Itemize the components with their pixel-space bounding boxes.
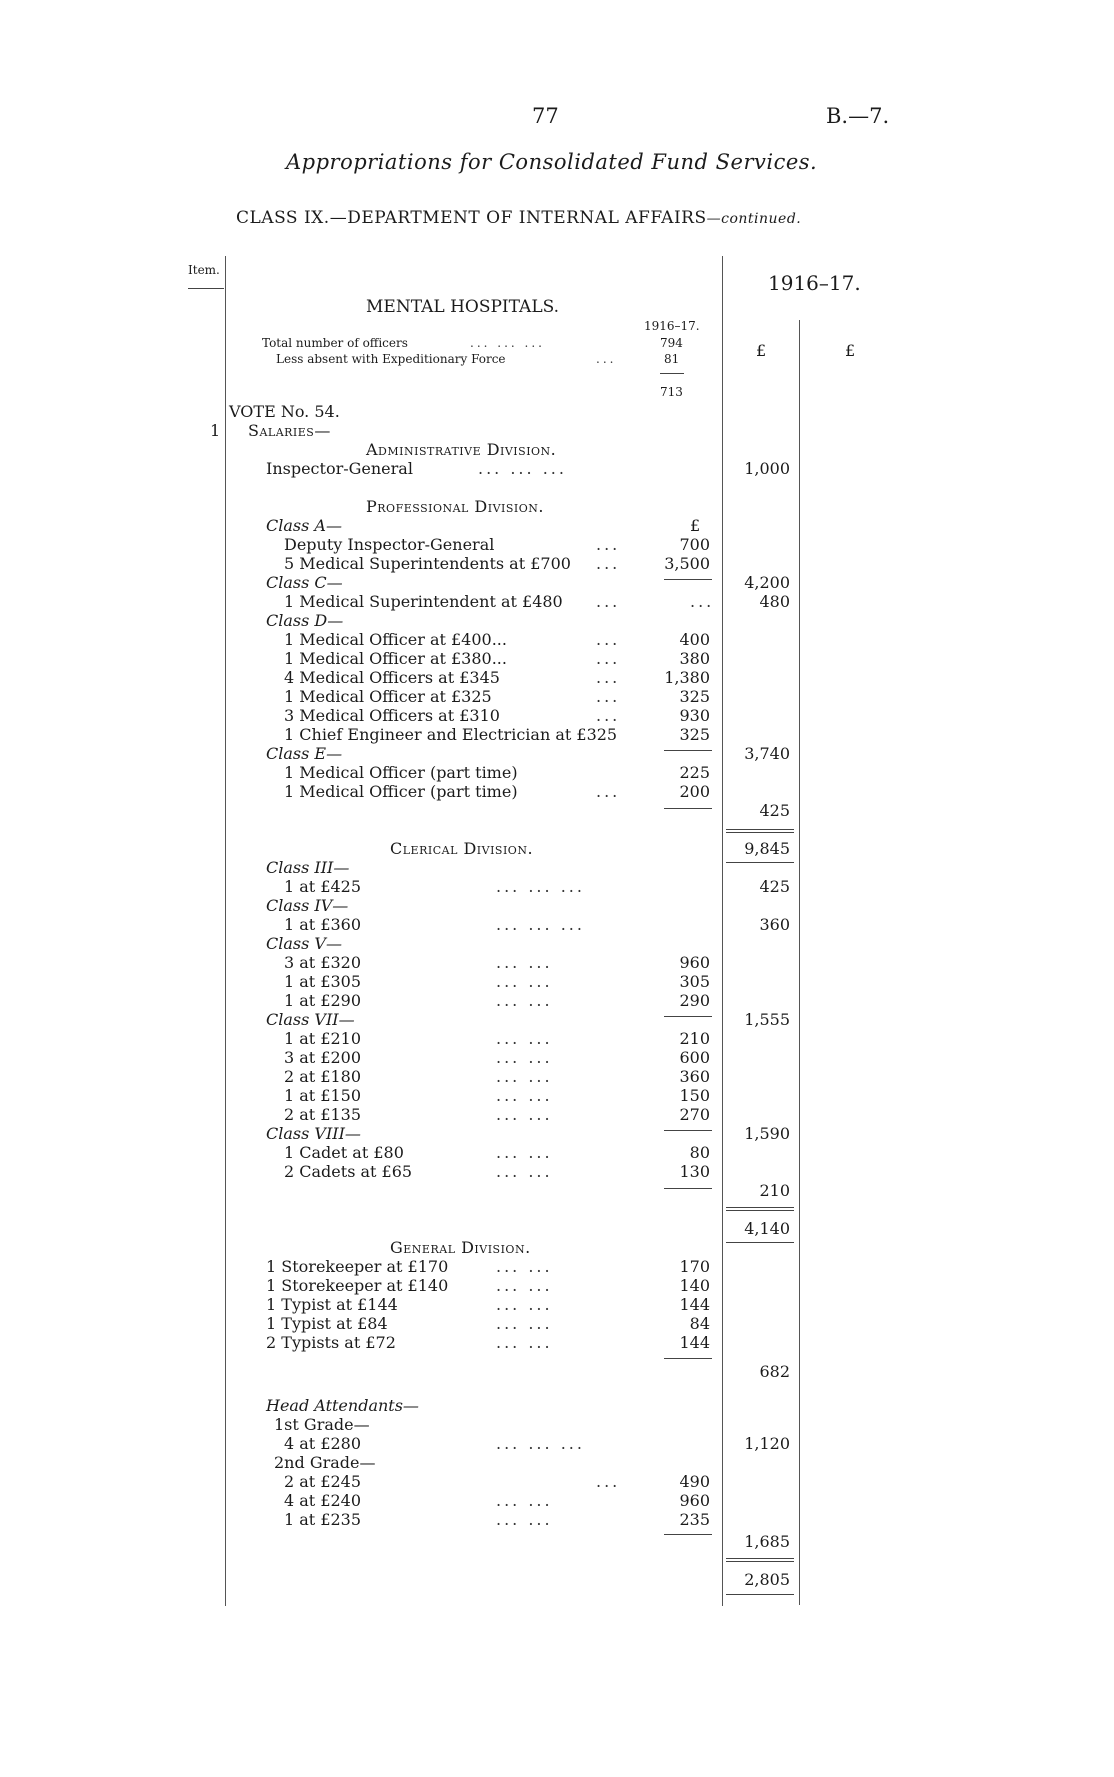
class-d-row: 1 Medical Officer at £380... <box>284 649 507 668</box>
clerical-division-total: 4,140 <box>744 1219 790 1238</box>
leader-dots: ... <box>596 782 621 801</box>
class-v-row: 1 at £290 <box>284 991 362 1010</box>
leader-dots: ... <box>596 554 621 573</box>
class-a-amount: 700 <box>679 535 710 554</box>
grade-2-amount: 960 <box>679 1491 710 1510</box>
class-viii-total: 210 <box>759 1181 790 1200</box>
item-number: 1 <box>210 421 221 440</box>
rule <box>664 579 712 580</box>
grade-2-row: 1 at £235 <box>284 1510 362 1529</box>
class-a-row: 5 Medical Superintendents at £700 <box>284 554 571 573</box>
class-vii-amount: 600 <box>679 1048 710 1067</box>
rule <box>726 832 794 833</box>
class-a-total: 4,200 <box>744 573 790 592</box>
leader-dots: ... ... <box>496 1295 553 1314</box>
class-d-row: 1 Medical Officer at £400... <box>284 630 507 649</box>
page-title: Appropriations for Consolidated Fund Services. <box>286 150 818 174</box>
mental-hospitals-heading: MENTAL HOSPITALS. <box>366 297 560 317</box>
leader-dots: ... ... <box>496 1143 553 1162</box>
class-viii-row: 1 Cadet at £80 <box>284 1143 404 1162</box>
grade-2-row: 2 at £245 <box>284 1472 362 1491</box>
rule <box>664 1130 712 1131</box>
leader-dots: ... ... <box>496 1029 553 1048</box>
net-officers-value: 713 <box>660 385 683 399</box>
general-division-total: 682 <box>759 1362 790 1381</box>
head-attendants-heading: Head Attendants— <box>266 1396 419 1415</box>
leader-dots: ... ... <box>496 1257 553 1276</box>
leader-dots: ... <box>596 352 617 366</box>
class-d-amount: 1,380 <box>664 668 710 687</box>
class-viii-label: Class VIII— <box>266 1124 361 1143</box>
class-a-row: Deputy Inspector-General <box>284 535 495 554</box>
rule <box>664 808 712 809</box>
leader-dots: ... ... ... <box>496 877 585 896</box>
vote-label: VOTE No. 54. <box>229 402 340 421</box>
leader-dots: ... ... ... <box>496 1434 585 1453</box>
grade-2-amount: 490 <box>679 1472 710 1491</box>
rule <box>726 1242 794 1243</box>
pound-sign-col2: £ <box>845 341 856 360</box>
leader-dots: ... ... ... <box>496 915 585 934</box>
class-vii-row: 3 at £200 <box>284 1048 362 1067</box>
class-iv-row: 1 at £360 <box>284 915 362 934</box>
class-v-label: Class V— <box>266 934 342 953</box>
leader-dots: ... ... ... <box>478 459 567 478</box>
general-row: 1 Storekeeper at £140 <box>266 1276 449 1295</box>
leader-dots: ... ... <box>496 1162 553 1181</box>
item-rule <box>225 256 226 1606</box>
leader-dots: ... ... <box>496 1510 553 1529</box>
class-e-total: 425 <box>759 801 790 820</box>
class-vii-amount: 270 <box>679 1105 710 1124</box>
class-v-row: 1 at £305 <box>284 972 362 991</box>
general-division-heading: General Division. <box>390 1238 531 1257</box>
grade-2-amount: 235 <box>679 1510 710 1529</box>
class-heading <box>236 208 801 228</box>
rule <box>664 1358 712 1359</box>
rule <box>664 750 712 751</box>
rule <box>726 1210 794 1211</box>
class-d-amount: 325 <box>679 687 710 706</box>
class-d-label: Class D— <box>266 611 344 630</box>
rule <box>726 1594 794 1595</box>
class-viii-amount: 80 <box>689 1143 710 1162</box>
class-iii-row: 1 at £425 <box>284 877 362 896</box>
class-d-amount: 325 <box>679 725 710 744</box>
grade-2-row: 4 at £240 <box>284 1491 362 1510</box>
item-column-label: Item. <box>188 263 220 277</box>
leader-dots: ... ... <box>496 953 553 972</box>
leader-dots: ... ... <box>496 1067 553 1086</box>
class-v-amount: 960 <box>679 953 710 972</box>
leader-dots: ... ... <box>496 1276 553 1295</box>
class-c-label: Class C— <box>266 573 343 592</box>
absent-label: Less absent with Expeditionary Force <box>276 352 506 366</box>
leader-dots: ... ... <box>496 1314 553 1333</box>
class-iii-total: 425 <box>759 877 790 896</box>
pound-sign-col1: £ <box>756 341 767 360</box>
class-iv-label: Class IV— <box>266 896 349 915</box>
clerical-division-heading: Clerical Division. <box>390 839 534 858</box>
general-row: 1 Storekeeper at £170 <box>266 1257 449 1276</box>
general-amount: 144 <box>679 1295 710 1314</box>
leader-dots: ... <box>596 630 621 649</box>
class-c-total: 480 <box>759 592 790 611</box>
leader-dots: ... <box>596 592 621 611</box>
general-amount: 84 <box>689 1314 710 1333</box>
class-e-row: 1 Medical Officer (part time) <box>284 763 518 782</box>
class-iii-label: Class III— <box>266 858 350 877</box>
column-rule-2 <box>799 320 800 1605</box>
leader-dots: ... <box>596 649 621 668</box>
class-e-amount: 200 <box>679 782 710 801</box>
class-vii-row: 2 at £180 <box>284 1067 362 1086</box>
class-continued: —continued. <box>706 211 802 227</box>
class-v-amount: 290 <box>679 991 710 1010</box>
class-vii-row: 1 at £150 <box>284 1086 362 1105</box>
grade-2-total: 1,685 <box>744 1532 790 1551</box>
class-d-amount: 930 <box>679 706 710 725</box>
leader-dots: ... ... <box>496 991 553 1010</box>
leader-dots: ... <box>596 1472 621 1491</box>
leader-dots: ... ... <box>496 1105 553 1124</box>
class-heading-text: CLASS IX.—DEPARTMENT OF INTERNAL AFFAIRS <box>236 208 707 228</box>
rule <box>726 1561 794 1562</box>
total-officers-label: Total number of officers <box>262 336 408 350</box>
class-vii-row: 2 at £135 <box>284 1105 362 1124</box>
officers-year: 1916–17. <box>644 319 700 333</box>
leader-dots: ... ... ... <box>470 336 545 350</box>
leader-dots: ... ... <box>496 1333 553 1352</box>
leader-dots: ... ... <box>496 1086 553 1105</box>
class-vii-label: Class VII— <box>266 1010 355 1029</box>
total-officers-value: 794 <box>660 336 683 350</box>
class-vii-row: 1 at £210 <box>284 1029 362 1048</box>
class-e-label: Class E— <box>266 744 343 763</box>
year-heading: 1916–17. <box>768 271 861 295</box>
leader-dots: ... <box>690 592 715 611</box>
class-d-row: 4 Medical Officers at £345 <box>284 668 500 687</box>
class-v-amount: 305 <box>679 972 710 991</box>
leader-dots: ... <box>596 668 621 687</box>
class-viii-row: 2 Cadets at £65 <box>284 1162 413 1181</box>
class-d-total: 3,740 <box>744 744 790 763</box>
salaries-heading: Salaries— <box>248 421 331 440</box>
absent-value: 81 <box>664 352 680 366</box>
class-d-row: 1 Chief Engineer and Electrician at £325 <box>284 725 618 744</box>
class-vii-amount: 360 <box>679 1067 710 1086</box>
grade-1-label: 1st Grade— <box>274 1415 370 1434</box>
leader-dots: ... ... <box>496 1491 553 1510</box>
class-d-amount: 380 <box>679 649 710 668</box>
inspector-general-amount: 1,000 <box>744 459 790 478</box>
leader-dots: ... <box>596 706 621 725</box>
class-viii-amount: 130 <box>679 1162 710 1181</box>
class-vii-amount: 210 <box>679 1029 710 1048</box>
class-e-amount: 225 <box>679 763 710 782</box>
item-underline <box>188 288 224 289</box>
class-a-label: Class A— <box>266 516 342 535</box>
rule <box>664 1188 712 1189</box>
rule <box>726 862 794 863</box>
general-amount: 140 <box>679 1276 710 1295</box>
rule <box>726 829 794 830</box>
general-amount: 170 <box>679 1257 710 1276</box>
class-v-total: 1,555 <box>744 1010 790 1029</box>
rule <box>660 373 684 374</box>
general-amount: 144 <box>679 1333 710 1352</box>
class-d-amount: 400 <box>679 630 710 649</box>
class-v-row: 3 at £320 <box>284 953 362 972</box>
class-e-row: 1 Medical Officer (part time) <box>284 782 518 801</box>
professional-division-heading: Professional Division. <box>366 497 545 516</box>
general-row: 1 Typist at £144 <box>266 1295 398 1314</box>
grade-1-row: 4 at £280 <box>284 1434 362 1453</box>
head-attendants-total: 2,805 <box>744 1570 790 1589</box>
general-row: 1 Typist at £84 <box>266 1314 388 1333</box>
rule <box>726 1207 794 1208</box>
page-number: 77 <box>532 104 559 128</box>
class-a-amount: 3,500 <box>664 554 710 573</box>
rule <box>726 1558 794 1559</box>
rule <box>664 1016 712 1017</box>
class-c-row: 1 Medical Superintendent at £480 <box>284 592 563 611</box>
class-d-row: 3 Medical Officers at £310 <box>284 706 500 725</box>
leader-dots: ... <box>596 535 621 554</box>
leader-dots: ... ... <box>496 1048 553 1067</box>
class-vii-amount: 150 <box>679 1086 710 1105</box>
class-vii-total: 1,590 <box>744 1124 790 1143</box>
leader-dots: ... <box>596 687 621 706</box>
class-d-row: 1 Medical Officer at £325 <box>284 687 492 706</box>
grade-2-label: 2nd Grade— <box>274 1453 376 1472</box>
professional-division-total: 9,845 <box>744 839 790 858</box>
grade-1-total: 1,120 <box>744 1434 790 1453</box>
leader-dots: ... ... <box>496 972 553 991</box>
pound-sign: £ <box>690 516 701 535</box>
administrative-division-heading: Administrative Division. <box>366 440 557 459</box>
general-row: 2 Typists at £72 <box>266 1333 396 1352</box>
inspector-general-label: Inspector-General <box>266 459 413 478</box>
class-iv-total: 360 <box>759 915 790 934</box>
rule <box>664 1534 712 1535</box>
page-reference: B.—7. <box>826 104 890 128</box>
